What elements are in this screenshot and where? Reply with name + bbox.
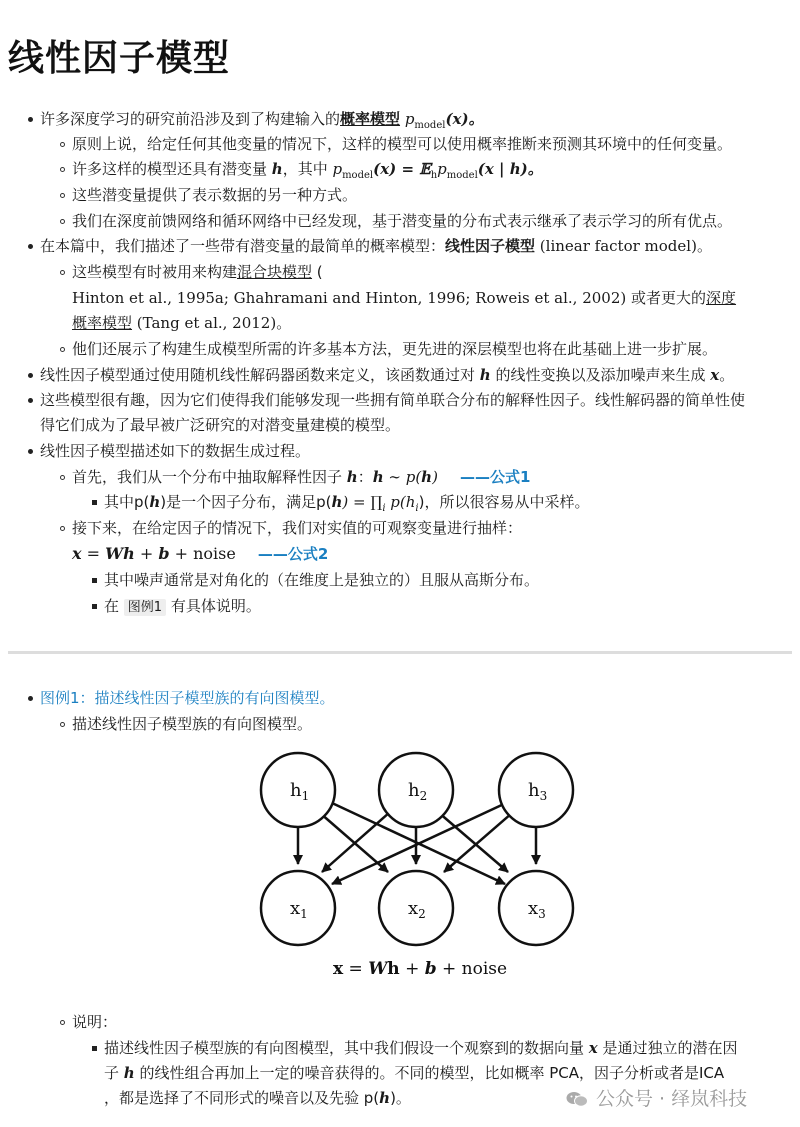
bullet-square (92, 604, 97, 609)
para-interesting: 这些模型很有趣，因为它们使得我们能够发现一些拥有简单联合分布的解释性因子。线性解码器的简单性使 (40, 391, 746, 409)
label-h2: $h_2$ (408, 780, 428, 803)
diagram-caption: x = Wh + b + noise (333, 959, 508, 979)
directed-graph-diagram (250, 745, 590, 990)
formula1-link[interactable]: ——公式1 (459, 468, 531, 486)
para-interesting-cont: 得它们成为了最早被广泛研究的对潜变量建模的模型。 (40, 416, 401, 434)
para-step1: 首先，我们从一个分布中抽取解释性因子 h：h ∼ p(h) ——公式1 (72, 468, 531, 486)
para-process: 线性因子模型描述如下的数据生成过程。 (40, 442, 311, 460)
bullet-square (92, 1046, 97, 1051)
bullet-dot (28, 696, 33, 701)
para-mixture-cont: Hinton et al., 1995a; Ghahramani and Hinton, 1996; Roweis et al., 2002) 或者更大的深度 (72, 289, 737, 307)
para-inference: 原则上说，给定任何其他变量的情况下，这样的模型可以使用概率推断来预测其环境中的任何变量。 (72, 135, 733, 153)
formula2-link[interactable]: ——公式2 (257, 545, 329, 563)
bullet-circle (60, 526, 65, 531)
edge-h3-x2 (444, 813, 512, 872)
figure-subtitle: 描述线性因子模型族的有向图模型。 (72, 715, 313, 733)
para-mixture: 这些模型有时被用来构建混合块模型 ( (72, 263, 323, 281)
para-step2: 接下来，在给定因子的情况下，我们对实值的可观察变量进行抽样： (72, 519, 523, 537)
para-distributed: 我们在深度前馈网络和循环网络中已经发现，基于潜变量的分布式表示继承了表示学习的所有优点。 (72, 212, 733, 230)
note-line-2: 子 h 的线性组合再加上一定的噪音获得的。不同的模型，比如概率 PCA，因子分析或者是ICA (104, 1064, 725, 1082)
label-x1: $x_1$ (290, 898, 308, 921)
bullet-circle (60, 142, 65, 147)
bullet-circle (60, 167, 65, 172)
bullet-circle (60, 347, 65, 352)
bullet-circle (60, 1020, 65, 1025)
para-figure-ref: 在 图例1 有具体说明。 (104, 597, 261, 615)
bullet-dot (28, 373, 33, 378)
bullet-square (92, 578, 97, 583)
wechat-icon (566, 1091, 588, 1107)
para-linear-factor: 在本篇中，我们描述了一些带有潜变量的最简单的概率模型：线性因子模型 (linear factor model)。 (40, 237, 712, 255)
note-line-1: 描述线性因子模型族的有向图模型，其中我们假设一个观察到的数据向量 x 是通过独立的潜在因 (104, 1039, 738, 1057)
para-factor-dist: 其中p(h)是一个因子分布，满足$p(h) = \prod_i$ $p(h_i)$，所以很容易从中采样。 (104, 493, 590, 514)
label-x2: $x_2$ (408, 898, 426, 921)
para-representation: 这些潜变量提供了表示数据的另一种方式。 (72, 186, 358, 204)
prob-model-link[interactable]: 概率模型 (340, 110, 401, 128)
deep-prob-link[interactable]: 深度 (706, 289, 737, 307)
deep-prob-link-cont[interactable]: 概率模型 (72, 314, 133, 332)
bullet-circle (60, 270, 65, 275)
bullet-square (92, 500, 97, 505)
edge-h2-x3 (438, 812, 508, 872)
bullet-circle (60, 722, 65, 727)
section-separator (8, 651, 792, 654)
para-mixture-end: 概率模型 (Tang et al., 2012)。 (72, 314, 292, 332)
para-latent: 许多这样的模型还具有潜变量 h，其中 $p_{model}(x)$ = $𝔼_hp_{model}(x$ | h)。 (72, 160, 543, 181)
figure-label[interactable]: 图例1：描述线性因子模型族的有向图模型。 (40, 689, 335, 707)
watermark: 公众号 · 绎岚科技 (566, 1084, 747, 1111)
para-noise: 其中噪声通常是对角化的（在维度上是独立的）且服从高斯分布。 (104, 571, 540, 589)
page-title: 线性因子模型 (8, 38, 231, 79)
bullet-circle (60, 219, 65, 224)
label-x3: $x_3$ (528, 898, 546, 921)
bullet-dot (28, 398, 33, 403)
label-h1: $h_1$ (290, 780, 310, 803)
figure1-code-ref[interactable]: 图例1 (124, 599, 166, 616)
bullet-circle (60, 193, 65, 198)
note-heading: 说明： (72, 1013, 118, 1031)
bullet-dot (28, 117, 33, 122)
bullet-dot (28, 244, 33, 249)
equation-2: x = Wh + b + noise ——公式2 (72, 544, 329, 563)
bullet-circle (60, 475, 65, 480)
para-decoder: 线性因子模型通过使用随机线性解码器函数来定义，该函数通过对 h 的线性变换以及添加噪声来生成 x。 (40, 366, 735, 384)
para-intro: 许多深度学习的研究前沿涉及到了构建输入的概率模型 $p_{model}(x)$。 (40, 110, 484, 131)
mixture-block-link[interactable]: 混合块模型 (237, 263, 313, 281)
bullet-dot (28, 449, 33, 454)
label-h3: $h_3$ (528, 780, 548, 803)
para-generative: 他们还展示了构建生成模型所需的许多基本方法，更先进的深层模型也将在此基础上进一步扩展。 (72, 340, 718, 358)
note-line-3: ，都是选择了不同形式的噪音以及先验 p(h)。 (104, 1089, 411, 1107)
